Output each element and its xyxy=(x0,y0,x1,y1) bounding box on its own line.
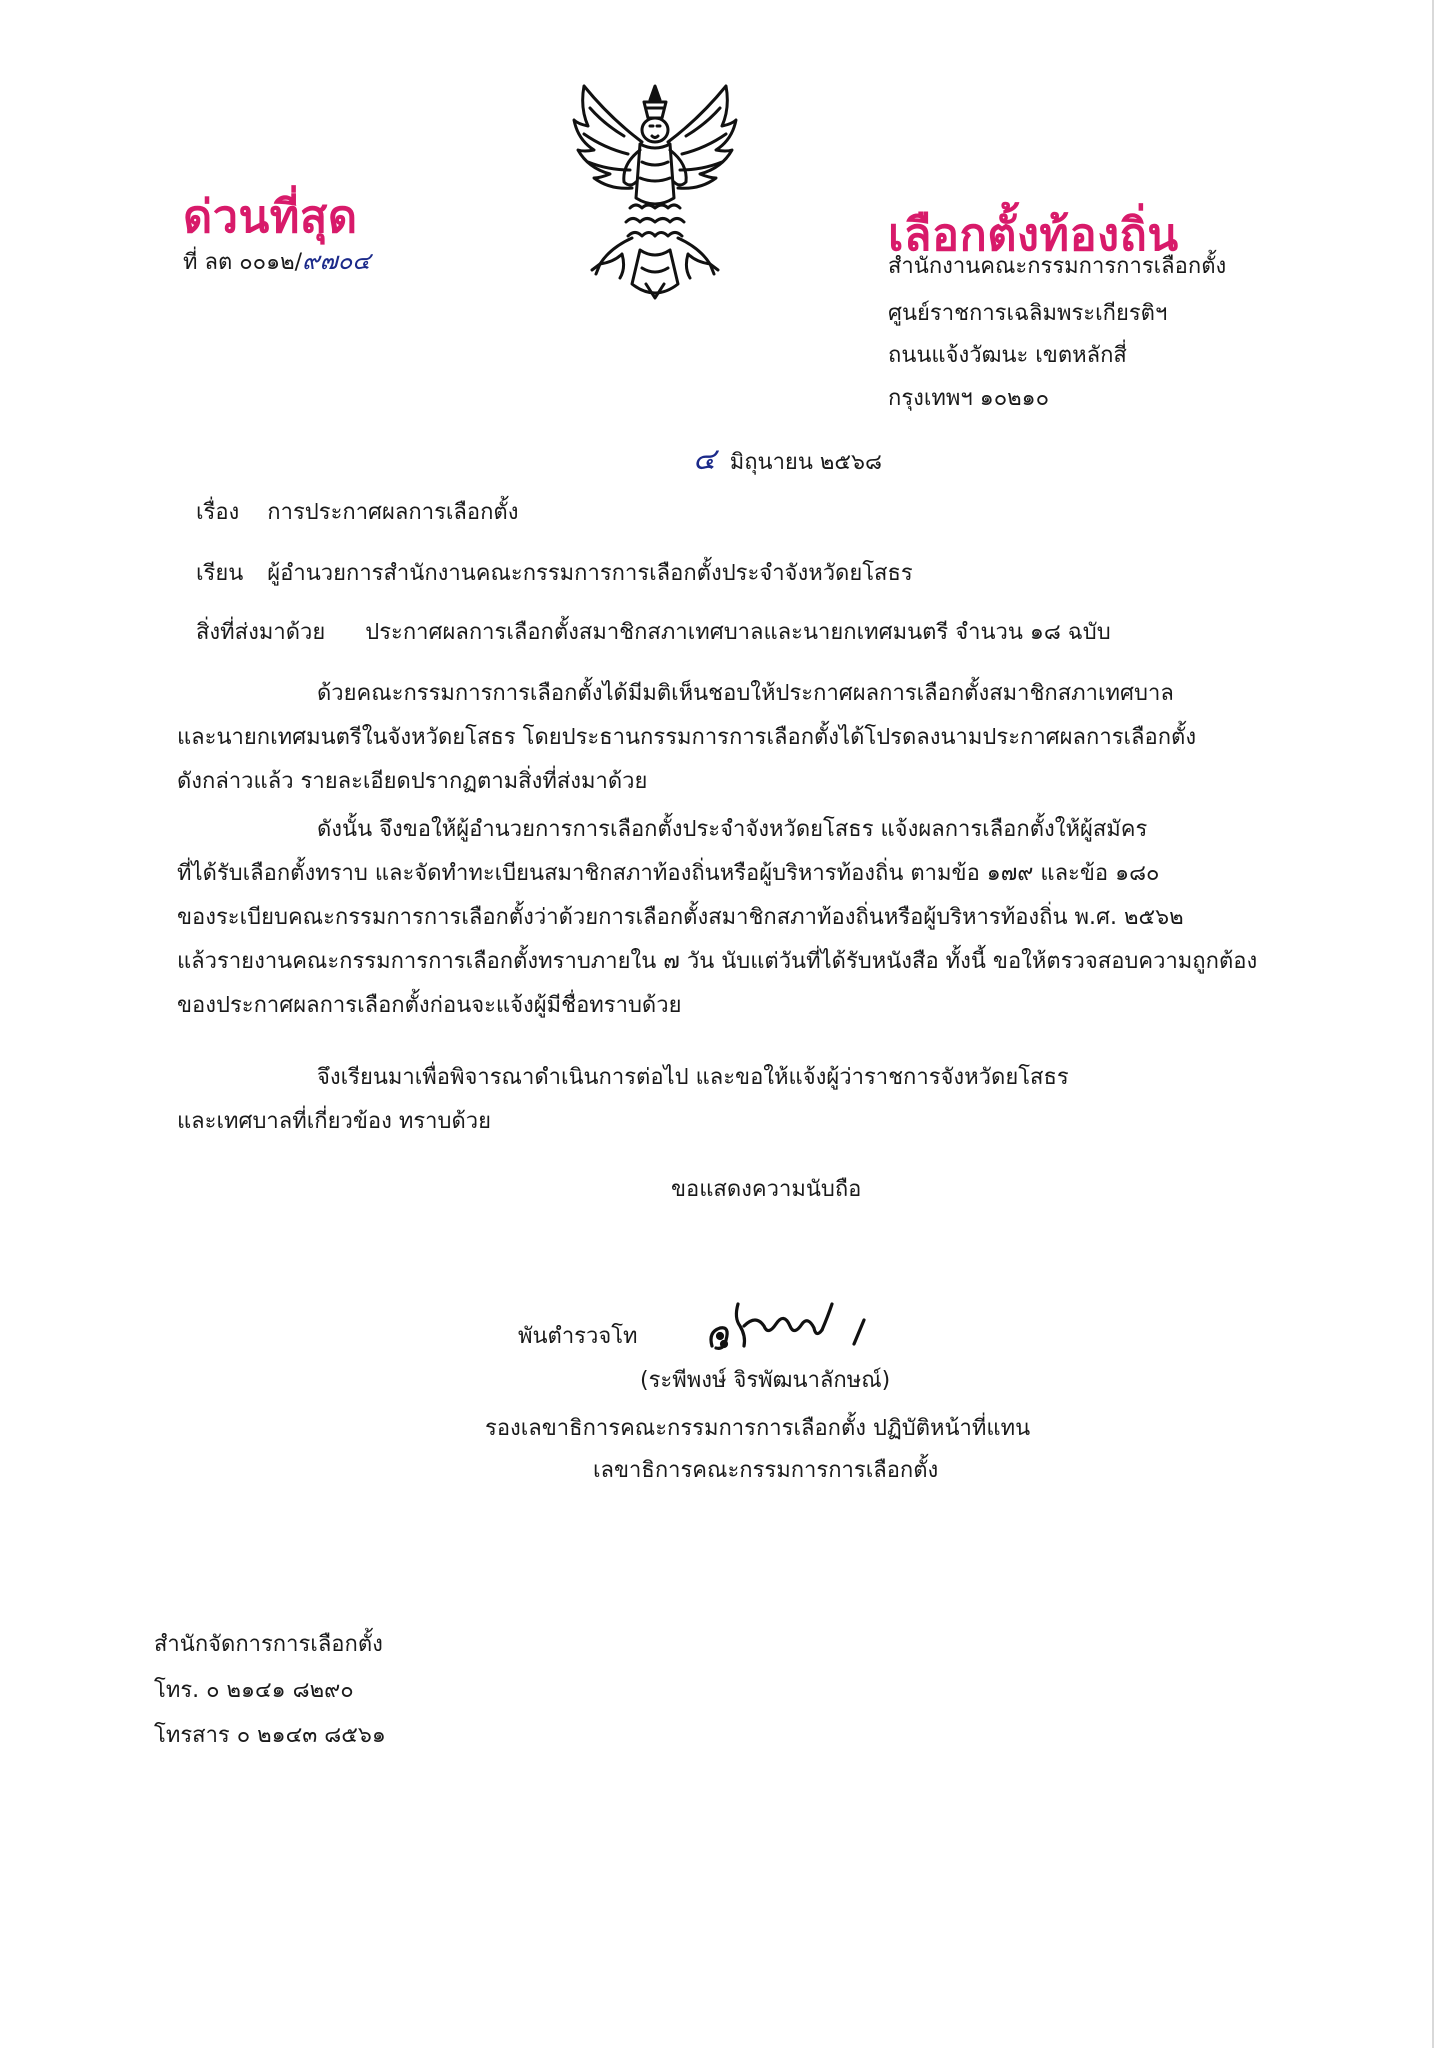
address-line: กรุงเทพฯ ๑๐๒๑๐ xyxy=(888,386,1050,411)
garuda-emblem-icon xyxy=(570,78,740,308)
scan-edge xyxy=(1432,0,1434,2048)
signer-title: เลขาธิการคณะกรรมการการเลือกตั้ง xyxy=(593,1458,939,1483)
date-month-year: มิถุนายน ๒๕๖๘ xyxy=(729,450,882,475)
subject-text: การประกาศผลการเลือกตั้ง xyxy=(267,500,519,525)
footer-phone: โทร. ๐ ๒๑๔๑ ๘๒๙๐ xyxy=(154,1678,354,1703)
paragraph-line: จึงเรียนมาเพื่อพิจารณาดำเนินการต่อไป และขอให้แจ้งผู้ว่าราชการจังหวัดยโสธร xyxy=(317,1065,1069,1090)
paragraph-line: แล้วรายงานคณะกรรมการการเลือกตั้งทราบภายใน ๗ วัน นับแต่วันที่ได้รับหนังสือ ทั้งนี้ ขอให้ตรวจสอบความถูกต้อง xyxy=(177,949,1258,974)
recipient-label: เรียน xyxy=(196,561,244,586)
enclosure-text: ประกาศผลการเลือกตั้งสมาชิกสภาเทศบาลและนายกเทศมนตรี จำนวน ๑๘ ฉบับ xyxy=(365,620,1111,645)
enclosure-label: สิ่งที่ส่งมาด้วย xyxy=(196,620,326,645)
paragraph-line: และเทศบาลที่เกี่ยวข้อง ทราบด้วย xyxy=(177,1109,492,1134)
paragraph-line: ของประกาศผลการเลือกตั้งก่อนจะแจ้งผู้มีชื่อทราบด้วย xyxy=(177,993,682,1018)
footer-office: สำนักจัดการการเลือกตั้ง xyxy=(154,1632,383,1657)
date-day-handwritten: ๔ xyxy=(693,442,716,477)
category-stamp: เลือกตั้งท้องถิ่น xyxy=(888,208,1179,261)
paragraph-line: และนายกเทศมนตรีในจังหวัดยโสธร โดยประธานกรรมการการเลือกตั้งได้โปรดลงนามประกาศผลการเลือกตั้ง xyxy=(177,725,1197,750)
signer-rank: พันตำรวจโท xyxy=(518,1324,638,1349)
subject-line xyxy=(196,496,518,530)
signer-title: รองเลขาธิการคณะกรรมการการเลือกตั้ง ปฏิบัติหน้าที่แทน xyxy=(485,1416,1031,1441)
paragraph-line: ของระเบียบคณะกรรมการการเลือกตั้งว่าด้วยการเลือกตั้งสมาชิกสภาท้องถิ่นหรือผู้บริหารท้องถิ่น พ.ศ. ๒๕๖๒ xyxy=(177,905,1184,930)
signature-icon xyxy=(704,1296,874,1360)
closing-text: ขอแสดงความนับถือ xyxy=(671,1177,862,1202)
recipient-text: ผู้อำนวยการสำนักงานคณะกรรมการการเลือกตั้งประจำจังหวัดยโสธร xyxy=(267,561,913,586)
body-paragraph xyxy=(177,672,1285,804)
urgency-stamp: ด่วนที่สุด xyxy=(183,190,358,243)
signer-name: (ระพีพงษ์ จิรพัฒนาลักษณ์) xyxy=(640,1368,891,1393)
paragraph-line: ที่ได้รับเลือกตั้งทราบ และจัดทำทะเบียนสมาชิกสภาท้องถิ่นหรือผู้บริหารท้องถิ่น ตามข้อ ๑๗๙ และข้อ ๑๘๐ xyxy=(177,861,1160,886)
subject-label: เรื่อง xyxy=(196,500,240,525)
paragraph-line: ดังกล่าวแล้ว รายละเอียดปรากฏตามสิ่งที่ส่งมาด้วย xyxy=(177,769,648,794)
footer-fax: โทรสาร ๐ ๒๑๔๓ ๘๕๖๑ xyxy=(154,1723,386,1748)
enclosure-line xyxy=(196,616,1111,650)
address-line: สำนักงานคณะกรรมการการเลือกตั้ง xyxy=(888,254,1227,279)
body-paragraph xyxy=(177,808,1285,1028)
address-line: ศูนย์ราชการเฉลิมพระเกียรติฯ xyxy=(888,301,1168,326)
doc-number-handwritten: ๙๗๐๔ xyxy=(302,247,371,275)
paragraph-line: ดังนั้น จึงขอให้ผู้อำนวยการการเลือกตั้งประจำจังหวัดยโสธร แจ้งผลการเลือกตั้งให้ผู้สมัคร xyxy=(317,817,1148,842)
paragraph-line: ด้วยคณะกรรมการการเลือกตั้งได้มีมติเห็นชอบให้ประกาศผลการเลือกตั้งสมาชิกสภาเทศบาล xyxy=(317,681,1174,706)
address-line: ถนนแจ้งวัฒนะ เขตหลักสี่ xyxy=(888,343,1127,368)
doc-number xyxy=(183,244,370,280)
doc-number-prefix: ที่ ลต ๐๐๑๒/ xyxy=(183,250,302,275)
body-paragraph xyxy=(177,1056,1285,1144)
letter-date xyxy=(693,443,882,480)
recipient-line xyxy=(196,557,913,591)
